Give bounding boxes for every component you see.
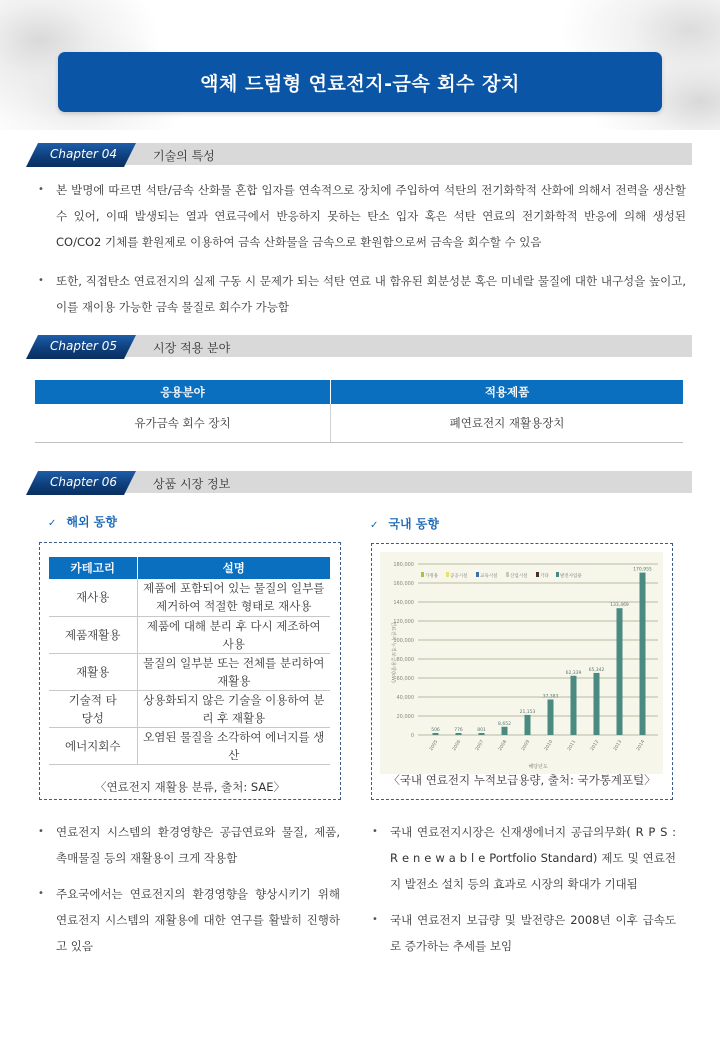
table-row: 기술적 타당성 상용화되지 않은 기술을 이용하여 분리 후 재활용	[49, 690, 330, 727]
chapter-04-header	[26, 143, 692, 167]
y-tick-label: 60,000	[396, 676, 414, 682]
bar	[502, 727, 508, 735]
application-table	[35, 380, 683, 443]
bar	[525, 715, 531, 735]
bar	[571, 676, 577, 735]
overseas-table-box	[39, 542, 341, 800]
page-title: 액체 드럼형 연료전지-금속 회수 장치	[200, 72, 520, 95]
legend-label: 기타	[540, 574, 549, 579]
column-header: 카테고리	[49, 557, 137, 579]
list-item: • 주요국에서는 연료전지의 환경영향을 향상시키기 위해 연료전지 시스템의 재활용에 대한 연구를 활발히 진행하고 있음	[36, 881, 340, 959]
y-tick-label: 100,000	[393, 638, 414, 644]
column-header: 응용분야	[35, 380, 331, 404]
y-tick-label: 40,000	[396, 695, 414, 701]
table-row	[35, 404, 683, 442]
bar-chart	[380, 552, 663, 774]
check-icon: ✓	[370, 520, 379, 531]
bar-value-label: 170,955	[633, 567, 652, 573]
list-item: • 또한, 직접탄소 연료전지의 실제 구동 시 문제가 되는 석탄 연료 내 함유된 회분성분 혹은 미네랄 물질에 대한 내구성을 높이고, 이를 재이용 가능한 금속 물질로 회수가 가능함	[36, 268, 686, 320]
x-tick-label: 2005	[429, 739, 440, 752]
overseas-bullets	[36, 819, 340, 959]
table-row: 에너지회수 오염된 물질을 소각하여 에너지를 생산	[49, 727, 330, 764]
bar	[479, 733, 485, 735]
bar-value-label: 37,383	[542, 694, 559, 700]
page-title-banner	[58, 52, 662, 112]
domestic-bullets	[370, 819, 676, 959]
x-tick-label: 2011	[567, 739, 578, 752]
chapter-title: 기술의 특성	[153, 149, 215, 163]
bar	[456, 733, 462, 735]
chapter-05-header	[26, 335, 692, 359]
column-header: 적용제품	[331, 380, 683, 404]
legend-swatch	[506, 572, 509, 577]
list-item: • 국내 연료전지 보급량 및 발전량은 2008년 이후 급속도로 증가하는 추세를 보임	[370, 907, 676, 959]
domestic-trends-heading: ✓ 국내 동향	[370, 517, 439, 531]
chapter-06-header	[26, 471, 692, 495]
list-item: • 국내 연료전지시장은 신재생에너지 공급의무화( R P S : R e n e w a b l e Portfolio Standard) 제도 및 연료전지 발전소 설치 등의 효과로 시장의 확대가 기대됨	[370, 819, 676, 897]
legend-swatch	[446, 572, 449, 577]
domestic-chart-box	[371, 543, 673, 800]
bar	[433, 733, 439, 735]
table-row: 재사용 제품에 포함되어 있는 물질의 일부를 제거하여 적절한 형태로 재사용	[49, 579, 330, 616]
table-cell: 폐연료전지 재활용장치	[331, 404, 683, 442]
x-axis-label: 해당년도	[528, 764, 548, 770]
x-tick-label: 2014	[636, 739, 647, 752]
table-caption: 〈연료전지 재활용 분류, 출처: SAE〉	[95, 780, 285, 794]
legend-swatch	[476, 572, 479, 577]
fuel-cell-capacity-chart	[380, 552, 663, 774]
check-icon: ✓	[48, 518, 57, 529]
bar	[594, 673, 600, 735]
y-tick-label: 140,000	[393, 600, 414, 606]
list-item: • 본 발명에 따르면 석탄/금속 산화물 혼합 입자를 연속적으로 장치에 주입하여 석탄의 전기화학적 산화에 의해서 전력을 생산할 수 있어, 이때 발생되는 열과 연료극에서 반응하지 못하는 탄소 입자 혹은 석탄 연료의 전기화학적 반응에 의해 생성된 CO/CO2 기체를 환원제로 이용하여 금속 산화물을 금속으로 환원함으로써 금속을 회수할 수 있음	[36, 177, 686, 255]
list-item: • 연료전지 시스템의 환경영향은 공급연료와 물질, 제품, 촉매물질 등의 재활용이 크게 작용함	[36, 819, 340, 871]
y-tick-label: 0	[410, 733, 414, 739]
chapter-tag-text: Chapter 06	[50, 475, 118, 489]
bar	[640, 573, 646, 735]
y-tick-label: 20,000	[396, 714, 414, 720]
legend-label: 교육시설	[480, 574, 498, 579]
legend-swatch	[536, 572, 539, 577]
table-row: 제품재활용 제품에 대해 분리 후 다시 제조하여 사용	[49, 616, 330, 653]
bar-value-label: 62,339	[565, 670, 582, 676]
x-tick-label: 2012	[590, 739, 601, 752]
x-tick-label: 2009	[521, 739, 532, 752]
bar-value-label: 65,342	[588, 667, 605, 673]
chapter-tag-text: Chapter 05	[50, 339, 118, 353]
bar	[617, 608, 623, 735]
legend-swatch	[421, 572, 424, 577]
x-tick-label: 2006	[452, 739, 463, 752]
overseas-trends-heading: ✓ 해외 동향	[48, 515, 117, 529]
legend-label: 공공시설	[450, 574, 468, 579]
bar-value-label: 133,469	[610, 603, 629, 609]
bar-value-label: 21,153	[519, 709, 536, 715]
x-tick-label: 2013	[613, 739, 624, 752]
legend-label: 산업시설	[510, 574, 528, 579]
tech-features-list	[36, 177, 686, 320]
y-axis-label: 연료전지 누적보급용량(kW)	[390, 621, 396, 683]
x-tick-label: 2010	[544, 739, 555, 752]
y-tick-label: 160,000	[393, 581, 414, 587]
legend-swatch	[556, 572, 559, 577]
x-tick-label: 2007	[475, 739, 486, 752]
chapter-tag-text: Chapter 04	[50, 147, 118, 161]
chapter-title: 상품 시장 정보	[153, 477, 231, 491]
column-header: 설명	[137, 557, 330, 579]
table-row: 재활용 물질의 일부분 또는 전체를 분리하여 재활용	[49, 653, 330, 690]
chapter-title: 시장 적용 분야	[153, 341, 231, 355]
x-tick-label: 2008	[498, 739, 509, 752]
chart-caption: 〈국내 연료전지 누적보급용량, 출처: 국가통계포털〉	[388, 773, 656, 787]
recycling-category-table	[49, 557, 330, 765]
bar-value-label: 506	[431, 728, 440, 733]
legend-label: 가정용	[425, 574, 439, 579]
legend-label: 발전사업용	[560, 574, 582, 579]
y-tick-label: 80,000	[396, 657, 414, 663]
y-tick-label: 180,000	[393, 562, 414, 568]
table-cell: 유가금속 회수 장치	[35, 404, 331, 442]
y-tick-label: 120,000	[393, 619, 414, 625]
bar-value-label: 8,652	[498, 721, 511, 727]
bar-value-label: 801	[477, 728, 486, 733]
bar	[548, 699, 554, 735]
bar-value-label: 776	[454, 728, 463, 733]
